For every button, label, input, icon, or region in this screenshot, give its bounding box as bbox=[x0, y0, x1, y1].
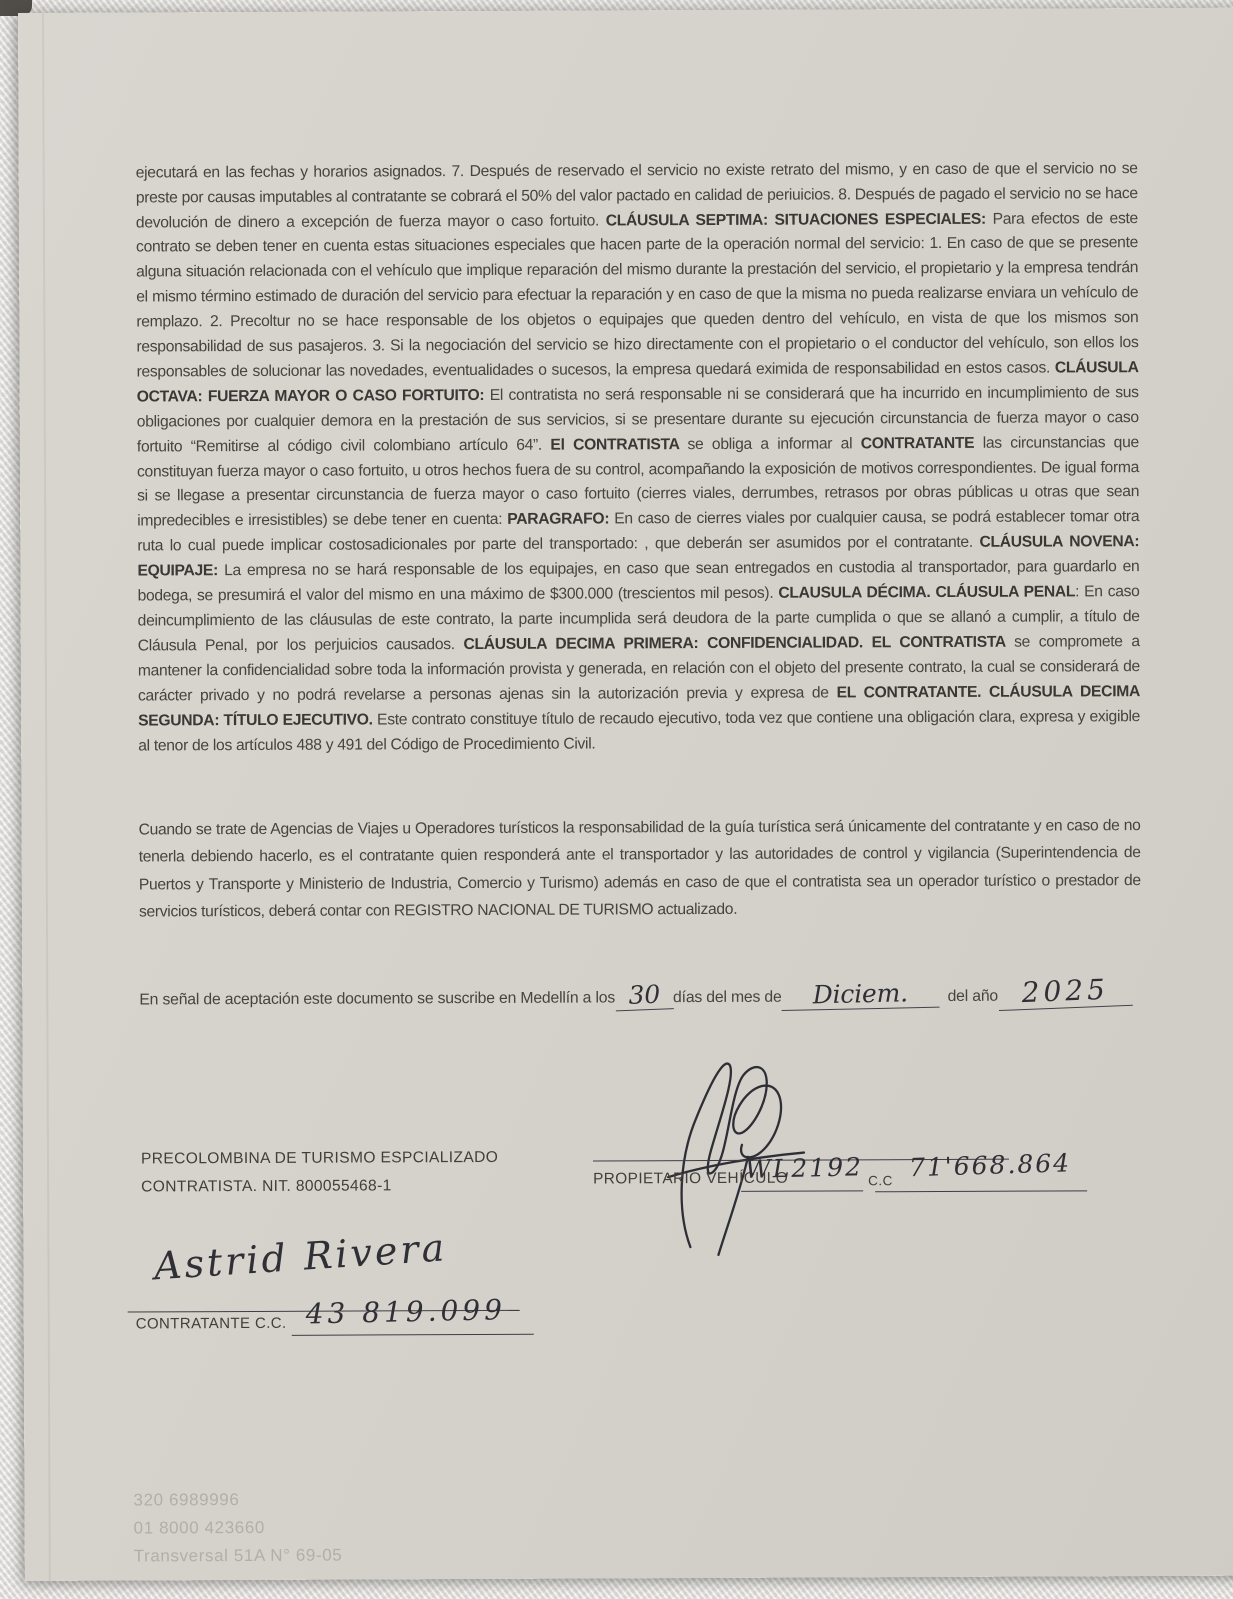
propietario-signature-scribble bbox=[659, 1041, 810, 1260]
contratista-company-name: PRECOLOMBINA DE TURISMO ESPCIALIZADO bbox=[140, 1148, 499, 1168]
handwritten-month-value: Diciem. bbox=[781, 978, 940, 1011]
propietario-vehiculo-label: PROPIETARIO VEHÍCULO bbox=[593, 1169, 789, 1188]
contratante-cc-handwritten: 43 819.099 bbox=[305, 1293, 507, 1331]
contratista-block bbox=[141, 1144, 498, 1201]
handwritten-year-value: 2025 bbox=[997, 972, 1132, 1011]
footer-phone-mobile: 320 6989996 bbox=[133, 1490, 240, 1510]
footer-phone-tollfree: 01 8000 423660 bbox=[133, 1517, 265, 1538]
contratista-nit-line: CONTRATISTA. NIT. 800055468-1 bbox=[141, 1176, 392, 1195]
propietario-cc-label: C.C bbox=[868, 1173, 893, 1189]
propietario-cc-handwritten: 71'668.864 bbox=[908, 1148, 1072, 1183]
contratante-cc-underline bbox=[292, 1334, 534, 1336]
tourism-agency-paragraph: Cuando se trate de Agencias de Viajes u Operadores turísticos la responsabilidad de la guía turística será únicamente del contratante y en caso de no tenerla debiendo hacerlo, es el contratante quien responderá ante el transportador y las autoridades de control y vigilancia (Superintendencia de Puertos y Transporte y Ministerio de Industria, Comercio y Turismo) además en caso de que el contratista sea un operador turístico o prestador de servicios turísticos, deberá contar con REGISTRO NACIONAL DE TURISMO actualizado. bbox=[138, 816, 1141, 921]
contract-paper-sheet bbox=[18, 7, 1233, 1580]
contratante-signature-name: Astrid Rivera bbox=[152, 1225, 449, 1289]
footer-address: Transversal 51A N° 69-05 bbox=[133, 1545, 343, 1566]
contract-clauses-paragraph: ejecutará en las fechas y horarios asignados. 7. Después de reservado el servicio no existe retrato del mismo, y en caso de que el servicio no se preste por causas imputables al contratante se cobrará el 50% del valor pactado en calidad de periuicios. 8. Después de pagado el servicio no se hace devolución de dinero a excepción de fuerza mayor o caso fortuito. CLÁUSULA SEPTIMA: SITUACIONES ESPECIALES: Para efectos de este contrato se deben tener en cuenta estas situaciones especiales que hacen parte de la operación normal del servicio: 1. En caso de que se presente alguna situación relacionada con el vehículo que implique reparación del mismo durante la prestación del servicio, el propietario y la empresa tendrán el mismo término estimado de duración del servicio para efectuar la reparación y en caso de que la misma no pueda realizarse enviara un vehículo de remplazo. 2. Precoltur no se hace responsable de los objetos o equipajes que queden dentro del vehículo, en vista de que los mismos son responsabilidad de sus pasajeros. 3. Si la negociación del servicio se hizo directamente con el propietario o el conductor del vehículo, son ellos los responsables de solucionar las novedades, eventualidades o sucesos, la empresa quedará eximida de responsabilidad en estos casos. CLÁUSULA OCTAVA: FUERZA MAYOR O CASO FORTUITO: El contratista no será responsable ni se considerará que ha incurrido en incumplimiento de sus obligaciones por cualquier demora en la prestación de sus servicios, si se presentare durante su ejecución circunstancia de fuerza mayor o caso fortuito “Remitirse al código civil colombiano artículo 64”. El CONTRATISTA se obliga a informar al CONTRATANTE las circunstancias que constituyan fuerza mayor o caso fortuito, u otros hechos fuera de su control, acompañando la exposición de motivos correspondientes. De igual forma si se llegase a presentar circunstancia de fuerza mayor o caso fortuito (cierres viales, derrumbes, retrasos por obras públicas u otras que sean impredecibles e irresistibles) se debe tener en cuenta: PARAGRAFO: En caso de cierres viales por cualquier causa, se podrá establecer tomar otra ruta lo cual puede implicar costosadicionales por parte del transportado: , que deberán ser asumidos por el contratante. CLÁUSULA NOVENA: EQUIPAJE: La empresa no se hará responsable de los equipajes, en caso que sean entregados en custodia al transportador, para guardarlo en bodega, se presumirá el valor del mismo en una máximo de $300.000 (trescientos mil pesos). CLAUSULA DÉCIMA. CLÁUSULA PENAL: En caso deincumplimiento de las cláusulas de este contrato, la parte incumplida será deudora de la parte cumplida o que se allanó a cumplir, a título de Cláusula Penal, por los perjuicios causados. CLÁUSULA DECIMA PRIMERA: CONFIDENCIALIDAD. EL CONTRATISTA se compromete a mantener la confidencialidad sobre toda la información provista y generada, en relación con el objeto del presente contrato, la cual se considerará de carácter privado y no podrá revelarse a personas ajenas sin la autorización previa y expresa de EL CONTRATANTE. CLÁUSULA DECIMA SEGUNDA: TÍTULO EJECUTIVO. Este contrato constituye título de recaudo ejecutivo, toda vez que contiene una obligación clara, expresa y exigible al tenor de los artículos 488 y 491 del Código de Procedimiento Civil. bbox=[135, 159, 1141, 755]
propietario-cc-underline bbox=[875, 1190, 1087, 1192]
acceptance-days-label: días del mes de bbox=[672, 988, 782, 1007]
acceptance-prefix: En señal de aceptación este documento se suscribe en Medellín a los bbox=[139, 989, 616, 1009]
vehicle-plate-handwritten: WL2192 bbox=[744, 1152, 864, 1184]
contratante-cc-label: CONTRATANTE C.C. bbox=[135, 1314, 287, 1333]
acceptance-year-label: del año bbox=[947, 987, 999, 1005]
acceptance-statement bbox=[139, 974, 1151, 1012]
footer-contact-block bbox=[133, 1486, 342, 1571]
handwritten-day-value: 30 bbox=[614, 979, 673, 1011]
